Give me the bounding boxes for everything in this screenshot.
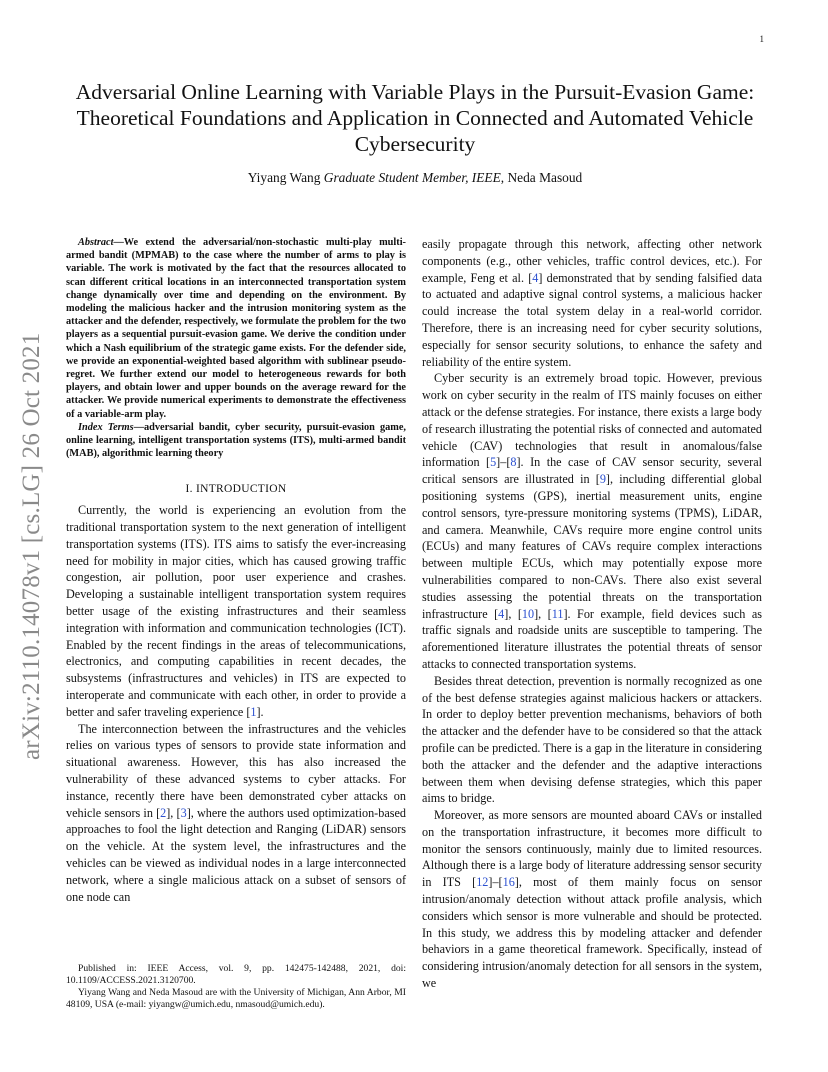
paragraph-text: ]–[ [496,455,511,470]
paragraph [422,236,762,370]
author-line [70,170,760,186]
footnote: Published in: IEEE Access, vol. 9, pp. 142475-142488, 2021, doi: 10.1109/ACCESS.2021.3120700. [66,963,406,986]
citation-link[interactable]: 4 [498,606,505,621]
paragraph: Besides threat detection, prevention is normally recognized as one of the best defense strategies against malicious hackers or attackers. In order to deploy better prevention mechanisms, behaviors of both the attacker and the defender have to be considered so that the attack profile can be predicted. There is a gap in the literature in considering both the attacker and the defender and the adaptive interactions between them when devising defense strategies, which this paper aims to bridge. [422,673,762,806]
left-column [66,236,406,905]
abstract-text: We extend the adversarial/non-stochastic multi-play multi-armed bandit (MPMAB) to the case where the number of arms to play is variable. The work is motivated by the fact that the resources allocated to scan different critical locations in an interconnected transportation system change dynamically over time and depending on the environment. By modeling the malicious hacker and the intrusion monitoring system as the attacker and the defender, respectively, we formulate the problem for the two players as a sequential pursuit-evasion game. We derive the condition under which a Nash equilibrium of the strategic game exists. For the defender side, we provide an exponential-weighted based algorithm with sublinear pseudo-regret. We further extend our model to heterogeneous rewards for both players, and obtain lower and upper bounds on the average reward for the attacker. We provide numerical experiments to demonstrate the effectiveness of a variable-arm play. [66,237,406,420]
author-separator: , [500,170,508,185]
abstract-label: Abstract [78,237,114,248]
abstract [66,236,406,421]
paragraph [422,370,762,672]
citation-link[interactable]: 8 [510,455,517,470]
paragraph-text: Cyber security is an extremely broad topic. However, previous work on cyber security in the realm of ITS mainly focuses on either attack or the defense strategies. For instance, there exists a large body of research illustrating the potential risks of connected and automated vehicle (CAV) technologies that result in anomalous/false information [ [422,371,762,470]
section-heading: I. INTRODUCTION [185,483,287,496]
paragraph-text: ], [ [504,606,522,621]
paragraph-text: ]–[ [488,875,503,890]
paragraph-text: ], most of them mainly focus on sensor intrusion/anomaly detection without attack profile analysis, which considers which sensor is more vulnerable and should be protected. In this study, we address this by modeling attacker and defender behaviors in a game theoretical framework. Specifically, instead of considering intrusion/anomaly detection for all sensors in the system, we [422,875,763,991]
paragraph-text: Moreover, as more sensors are mounted aboard CAVs or installed on the transportation infrastructure, it becomes more difficult to monitor the sensors continuously, mainly due to limited resources. Although there is a large body of literature addressing sensor security in ITS [ [422,808,762,890]
index-terms-label: Index Terms [78,421,134,433]
paragraph-text: ], [ [534,606,552,621]
right-column [422,236,762,992]
citation-link[interactable]: 4 [532,270,539,285]
paragraph [66,502,406,720]
citation-link[interactable]: 1 [250,704,257,719]
abstract-dash: — [113,237,124,248]
citation-link[interactable]: 3 [180,805,187,820]
paragraph-text: ]. For example, field devices such as traffic signals and roadside units are susceptible to tampering. The aforementioned literature illustrates the potential threats of sensor attacks to connected transportation systems. [422,606,762,671]
paragraph-text: ] demonstrated that by sending falsified data to actuated and adaptive signal control systems, a malicious hacker could increase the total system delay in a real-world corridor. Therefore, there is an increasing need for cyber security solutions, especially for sensor security solutions, to enhance the safety and reliability of the entire system. [422,270,762,369]
citation-link[interactable]: 5 [490,455,497,470]
index-terms-dash: — [133,421,144,433]
page-number: 1 [759,34,764,44]
citation-link[interactable]: 2 [160,805,167,820]
paragraph-text: ], including differential global positioning systems (GPS), inertial measurement units, engine control sensors, tyre-pressure monitoring systems (TPMS), LiDAR, and camera. Meanwhile, CAVs require more engine control units (ECUs) and many features of CAVs require complex interactions between multiple ECUs, which may potentially expose more vulnerabilities compared to non-CAVs. There also exist several studies assessing the potential threats on the transportation infrastructure [ [422,472,762,621]
paragraph-text: ]. [256,704,264,719]
author-affiliation: Graduate Student Member, IEEE [323,170,501,185]
paragraph-text: ]. In the case of CAV sensor security, several critical sensors are illustrated in [ [422,455,762,487]
paragraph-text: ], [ [166,805,181,820]
paragraph [66,721,406,906]
arxiv-identifier[interactable]: arXiv:2110.14078v1 [cs.LG] 26 Oct 2021 [18,332,45,760]
index-terms-text: adversarial bandit, cyber security, pursuit-evasion game, online learning, intelligent transportation systems (ITS), multi-armed bandit (MAB), algorithmic learning theory [66,421,407,460]
footnotes [66,963,406,1011]
paragraph-text: Currently, the world is experiencing an evolution from the traditional transportation system to the next generation of intelligent transportation systems (ITS). ITS aims to satisfy the ever-increasing need for mobility in major cities, which has caused growing traffic congestion, air pollution, poor user experience and crashes. Developing a sustainable intelligent transportation system requires better usage of the existing infrastructures and their seamless integration with information and communication technologies (ICT). Enabled by the recent findings in the areas of telecommunications, electronics, and computing capabilities in recent decades, the subsystems (infrastructures and vehicles) in ITS are expected to interoperate and communicate with each other, in order to provide a better and safer traveling experience [ [66,503,406,719]
paragraph-text: ], where the authors used optimization-based approaches to fool the light detection and Ranging (LiDAR) sensors on the vehicle. At the system level, the infrastructures and the vehicles can be viewed as individual nodes in a large interconnected network, where a single malicious attack on a subset of sensors of one node can [66,805,406,904]
citation-link[interactable]: 11 [551,606,564,621]
paragraph [422,807,762,992]
index-terms [66,421,406,461]
paragraph-text: The interconnection between the infrastructures and the vehicles relies on various types of sensors to provide state information and situational awareness. However, this has also increased the vulnerability of these advanced systems to cyber attacks. For instance, recently there have been demonstrated cyber attacks on vehicle sensors in [ [66,721,406,820]
paragraph-text: easily propagate through this network, affecting other network components (e.g., other vehicles, traffic control devices, etc.). For example, Feng et al. [ [422,237,762,285]
paper-title: Adversarial Online Learning with Variable Plays in the Pursuit-Evasion Game: Theoretical Foundations and Application in Connected and Automated Vehicle Cybersecurity [75,80,755,156]
citation-link[interactable]: 16 [502,875,515,890]
citation-link[interactable]: 12 [476,875,489,890]
citation-link[interactable]: 9 [599,472,606,487]
author-name: Neda Masoud [507,170,583,185]
footnote: Yiyang Wang and Neda Masoud are with the University of Michigan, Ann Arbor, MI 48109, USA (e-mail: yiyangw@umich.edu, nmasoud@umich.edu). [66,987,406,1010]
author-name: Yiyang Wang [247,170,321,185]
citation-link[interactable]: 10 [521,606,535,621]
